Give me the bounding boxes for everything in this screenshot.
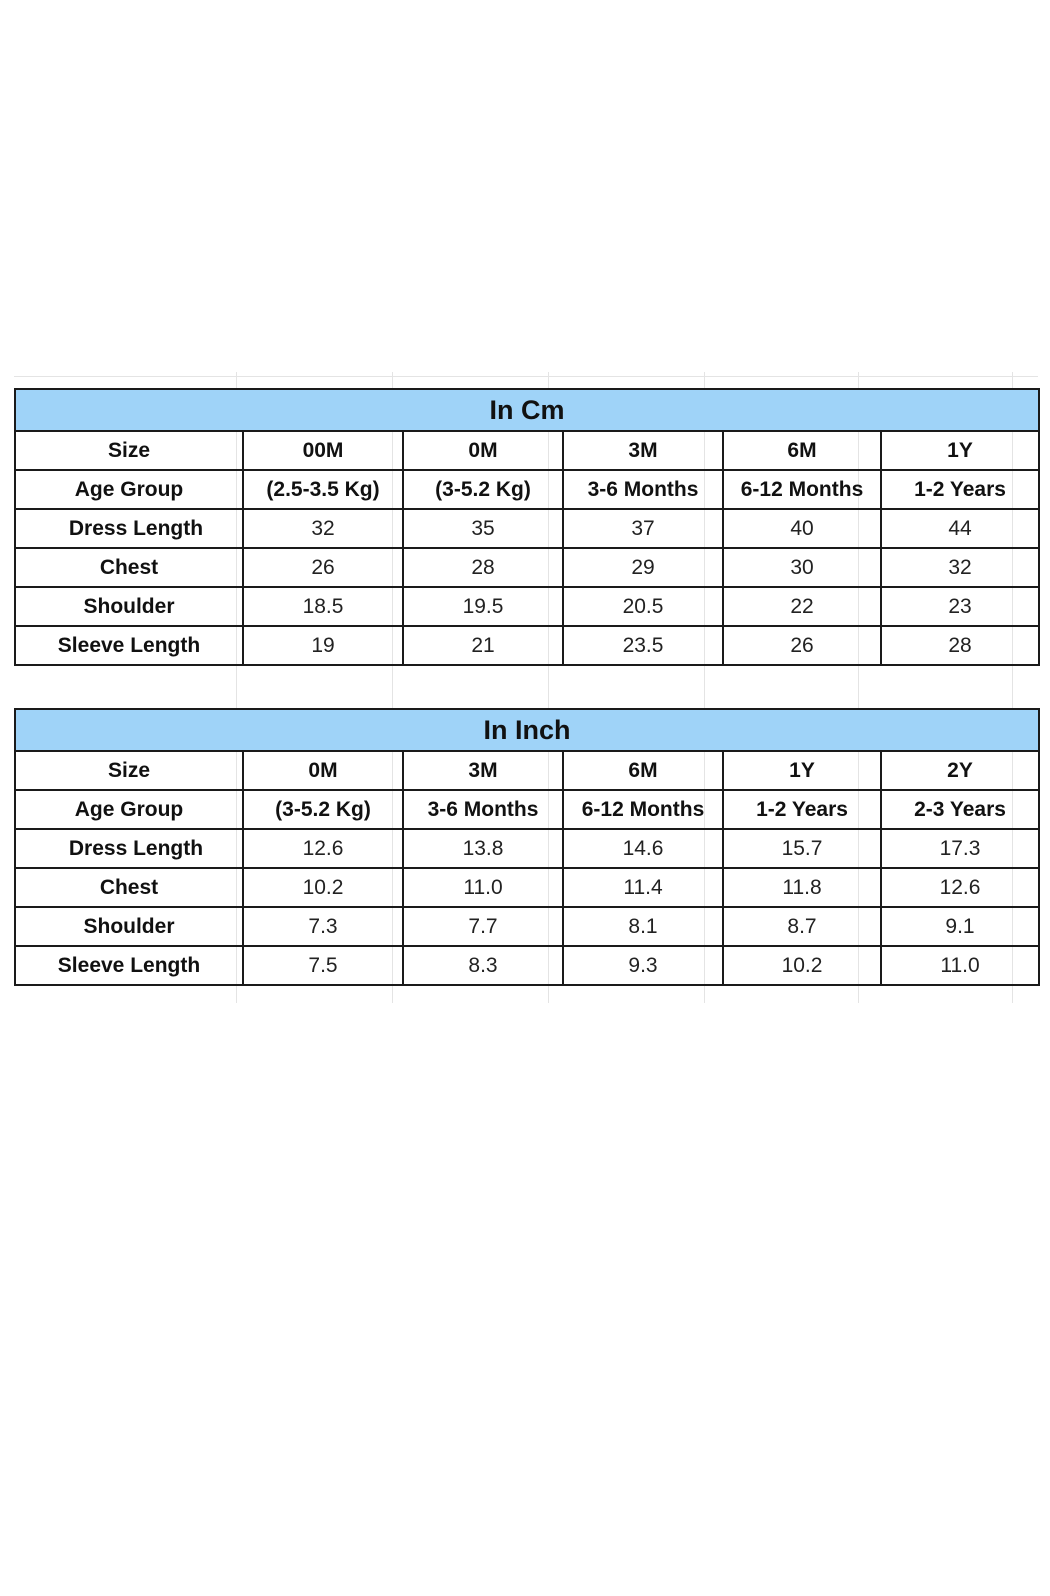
value-cell: 13.8 — [403, 829, 563, 868]
age-group-label: Age Group — [15, 470, 243, 509]
value-cell: 29 — [563, 548, 723, 587]
gridline — [14, 376, 1038, 377]
row-label: Shoulder — [15, 587, 243, 626]
size-chart-cm-table — [14, 388, 1040, 666]
table-title: In Cm — [15, 389, 1039, 431]
value-cell: 7.5 — [243, 946, 403, 985]
value-cell: 14.6 — [563, 829, 723, 868]
table-row — [15, 946, 1039, 985]
table-row — [15, 626, 1039, 665]
value-cell: 37 — [563, 509, 723, 548]
age-cell: (3-5.2 Kg) — [243, 790, 403, 829]
age-cell: 6-12 Months — [723, 470, 881, 509]
value-cell: 44 — [881, 509, 1039, 548]
value-cell: 19.5 — [403, 587, 563, 626]
value-cell: 11.0 — [881, 946, 1039, 985]
table-row — [15, 868, 1039, 907]
row-label: Sleeve Length — [15, 946, 243, 985]
value-cell: 11.0 — [403, 868, 563, 907]
size-cell: 1Y — [723, 751, 881, 790]
size-chart-inch-sheet — [0, 693, 1050, 1003]
value-cell: 10.2 — [723, 946, 881, 985]
value-cell: 19 — [243, 626, 403, 665]
row-label: Dress Length — [15, 829, 243, 868]
age-group-row — [15, 790, 1039, 829]
size-cell: 00M — [243, 431, 403, 470]
age-cell: 1-2 Years — [723, 790, 881, 829]
value-cell: 32 — [243, 509, 403, 548]
value-cell: 8.1 — [563, 907, 723, 946]
value-cell: 8.7 — [723, 907, 881, 946]
age-cell: 3-6 Months — [563, 470, 723, 509]
row-label: Chest — [15, 868, 243, 907]
value-cell: 20.5 — [563, 587, 723, 626]
value-cell: 35 — [403, 509, 563, 548]
value-cell: 22 — [723, 587, 881, 626]
table-row — [15, 907, 1039, 946]
value-cell: 40 — [723, 509, 881, 548]
value-cell: 26 — [243, 548, 403, 587]
size-cell: 0M — [403, 431, 563, 470]
age-cell: (3-5.2 Kg) — [403, 470, 563, 509]
value-cell: 12.6 — [243, 829, 403, 868]
size-cell: 3M — [563, 431, 723, 470]
value-cell: 11.8 — [723, 868, 881, 907]
size-cell: 0M — [243, 751, 403, 790]
size-cell: 2Y — [881, 751, 1039, 790]
table-row — [15, 587, 1039, 626]
value-cell: 26 — [723, 626, 881, 665]
row-label: Shoulder — [15, 907, 243, 946]
row-label: Sleeve Length — [15, 626, 243, 665]
age-cell: (2.5-3.5 Kg) — [243, 470, 403, 509]
value-cell: 18.5 — [243, 587, 403, 626]
size-chart-cm-sheet — [0, 372, 1050, 702]
age-cell: 6-12 Months — [563, 790, 723, 829]
value-cell: 8.3 — [403, 946, 563, 985]
size-row — [15, 431, 1039, 470]
size-cell: 1Y — [881, 431, 1039, 470]
value-cell: 9.1 — [881, 907, 1039, 946]
value-cell: 7.3 — [243, 907, 403, 946]
value-cell: 30 — [723, 548, 881, 587]
size-row — [15, 751, 1039, 790]
value-cell: 23.5 — [563, 626, 723, 665]
value-cell: 11.4 — [563, 868, 723, 907]
value-cell: 10.2 — [243, 868, 403, 907]
value-cell: 9.3 — [563, 946, 723, 985]
row-label: Dress Length — [15, 509, 243, 548]
value-cell: 15.7 — [723, 829, 881, 868]
size-chart-inch-table — [14, 708, 1040, 986]
value-cell: 32 — [881, 548, 1039, 587]
age-cell: 1-2 Years — [881, 470, 1039, 509]
value-cell: 12.6 — [881, 868, 1039, 907]
size-label: Size — [15, 431, 243, 470]
size-label: Size — [15, 751, 243, 790]
size-cell: 6M — [563, 751, 723, 790]
age-cell: 3-6 Months — [403, 790, 563, 829]
row-label: Chest — [15, 548, 243, 587]
value-cell: 21 — [403, 626, 563, 665]
value-cell: 23 — [881, 587, 1039, 626]
age-group-label: Age Group — [15, 790, 243, 829]
age-cell: 2-3 Years — [881, 790, 1039, 829]
table-row — [15, 509, 1039, 548]
table-row — [15, 548, 1039, 587]
size-cell: 3M — [403, 751, 563, 790]
value-cell: 28 — [403, 548, 563, 587]
value-cell: 7.7 — [403, 907, 563, 946]
table-title: In Inch — [15, 709, 1039, 751]
size-cell: 6M — [723, 431, 881, 470]
age-group-row — [15, 470, 1039, 509]
table-row — [15, 829, 1039, 868]
value-cell: 28 — [881, 626, 1039, 665]
value-cell: 17.3 — [881, 829, 1039, 868]
